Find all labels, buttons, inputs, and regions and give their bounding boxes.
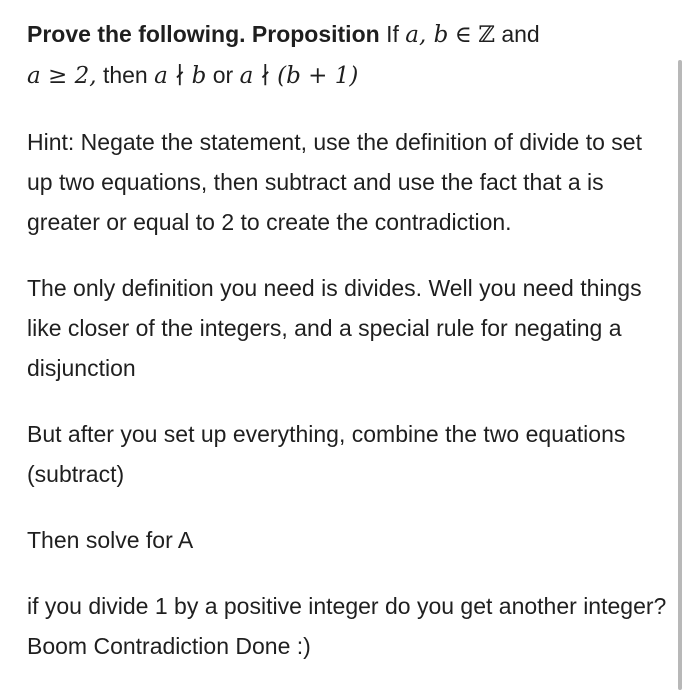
math-vars: a, b — [405, 22, 449, 48]
integers-symbol: ℤ — [478, 22, 495, 48]
document-body — [27, 14, 667, 666]
if-text: If — [386, 21, 399, 47]
not-divides-symbol-first: ∤ — [174, 63, 186, 89]
paragraph-gap — [27, 96, 667, 122]
paragraph-gap — [27, 494, 667, 520]
math-condition: a ≥ 2, — [27, 63, 97, 89]
paragraph-gap — [27, 560, 667, 586]
or-text: or — [212, 62, 234, 88]
paragraph-gap — [27, 388, 667, 414]
definition-paragraph: The only definition you need is divides. Well you need things like closer of the integers, and a special rule for negating a disjunction — [27, 275, 642, 381]
math-a-first: a — [154, 63, 168, 89]
math-b-plus-one: (b + 1) — [277, 63, 359, 89]
hint-paragraph: Hint: Negate the statement, use the definition of divide to set up two equations, then subtract and use the fact that a is greater or equal to 2 to create the contradiction. — [27, 129, 642, 235]
element-of-symbol: ∈ — [454, 22, 472, 48]
not-divides-symbol-second: ∤ — [259, 63, 271, 89]
combine-paragraph: But after you set up everything, combine the two equations (subtract) — [27, 421, 626, 487]
then-text: then — [102, 62, 148, 88]
math-a-second: a — [239, 63, 254, 89]
solve-paragraph: Then solve for A — [27, 527, 194, 553]
prove-heading: Prove the following. — [27, 21, 246, 47]
vertical-scrollbar[interactable] — [678, 60, 682, 690]
proposition-label: Proposition — [251, 21, 380, 47]
and-text: and — [501, 21, 540, 47]
conclusion-paragraph: if you divide 1 by a positive integer do you get another integer? Boom Contradiction Done :) — [27, 593, 667, 659]
math-b: b — [191, 63, 207, 89]
problem-statement — [27, 14, 667, 96]
paragraph-gap — [27, 242, 667, 268]
